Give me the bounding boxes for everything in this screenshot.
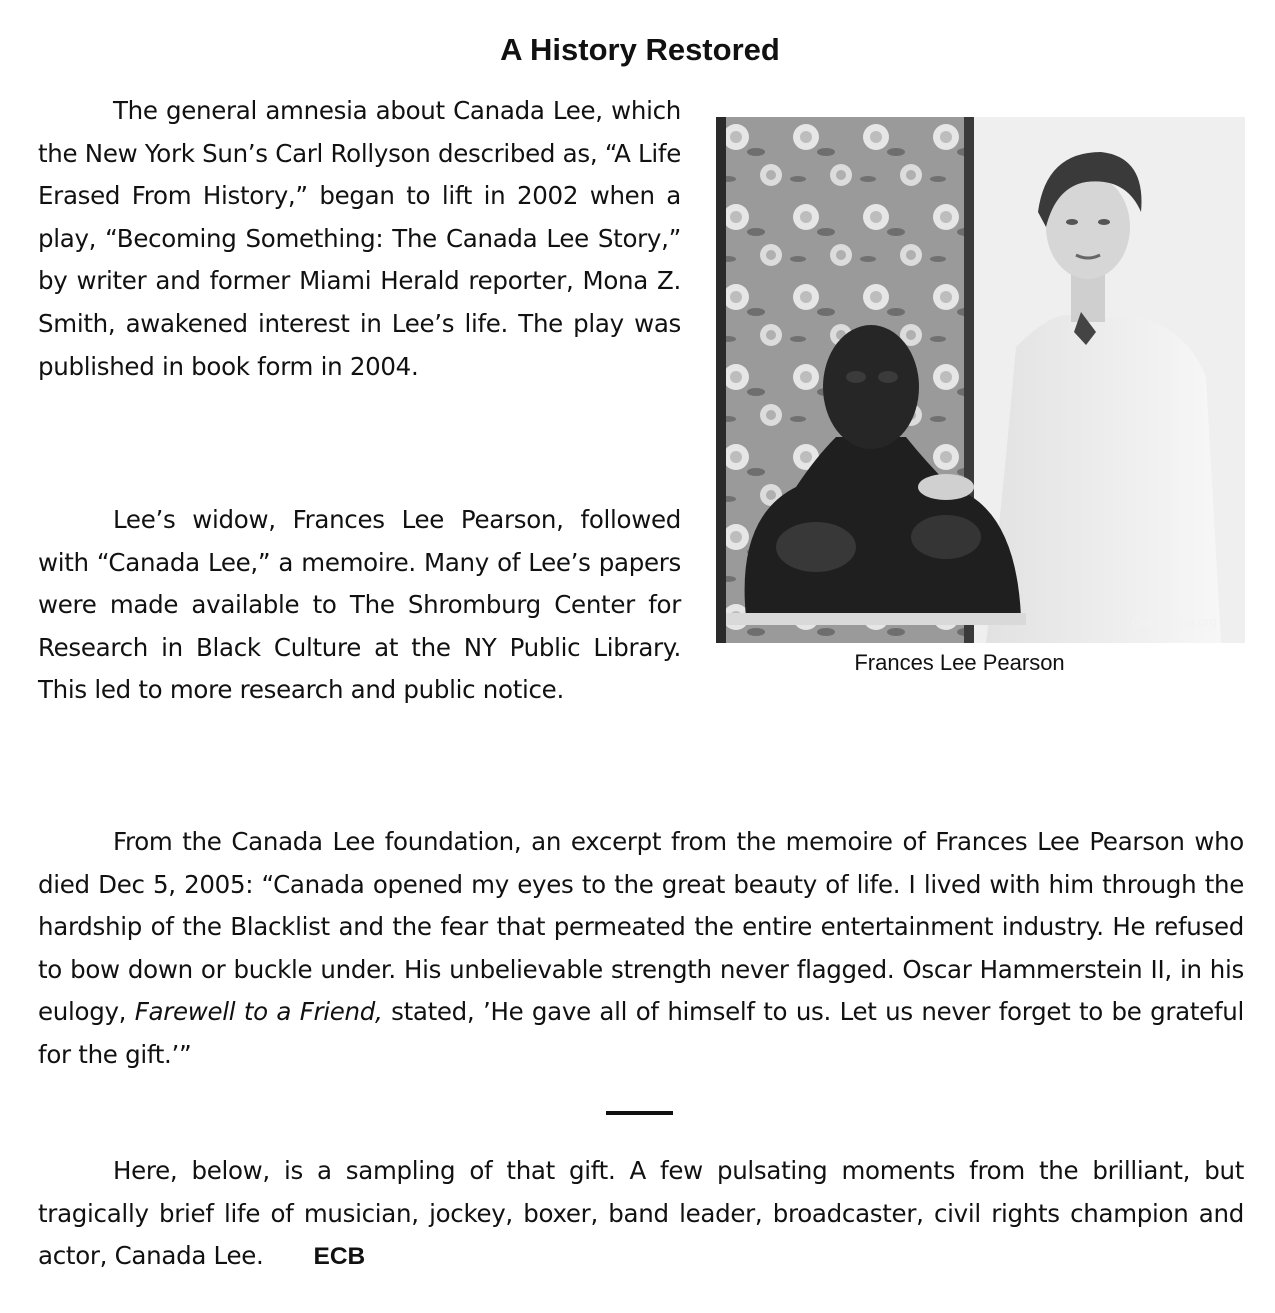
excerpt-text-after: stated, ’He gave all of himself to us. Let us never forget to be grateful for the gift.’” [38, 997, 1245, 1069]
photo-caption: Frances Lee Pearson [854, 650, 1065, 675]
article-title: A History Restored [500, 32, 780, 67]
section-divider [606, 1111, 673, 1115]
paragraph-sampling [38, 1150, 1244, 1279]
author-signature: ECB [313, 1243, 366, 1271]
paragraph-memoire-excerpt [38, 821, 1244, 1077]
eulogy-title: Farewell to a Friend, [134, 997, 383, 1027]
excerpt-text-before: From the Canada Lee foundation, an excerpt from the memoire of Frances Lee Pearson who died Dec 5, 2005: “Canada opened my eyes to the great beauty of life. I lived with him through the hardship of the Blacklist and the fear that permeated the entire entertainment industry. He refused to bow down or buckle under. His unbelievable strength never flagged. Oscar Hammerstein II, in his eulogy, [38, 827, 1244, 1027]
sampling-text: Here, below, is a sampling of that gift. A few pulsating moments from the brilliant, but tragically brief life of musician, jockey, boxer, band leader, broadcaster, civil rights champion and actor, Canada Lee. [38, 1156, 1244, 1271]
paragraph-widow-memoire: Lee’s widow, Frances Lee Pearson, followed with “Canada Lee,” a memoire. Many of Lee’s papers were made available to The Shromburg Center for Research in Black Culture at the NY Public Library. This led to more research and public notice. [38, 505, 681, 705]
photo-frances-lee-pearson [716, 117, 1245, 643]
paragraph-intro: The general amnesia about Canada Lee, which the New York Sun’s Carl Rollyson described as, “A Life Erased From History,” began to lift in 2002 when a play, “Becoming Something: The Canada Lee Story,” by writer and former Miami Herald reporter, Mona Z. Smith, awakened interest in Lee’s life. The play was published in book form in 2004. [38, 96, 681, 381]
photo-credit: Canadalee.org [1131, 614, 1217, 629]
photo-illustration [716, 117, 1245, 643]
